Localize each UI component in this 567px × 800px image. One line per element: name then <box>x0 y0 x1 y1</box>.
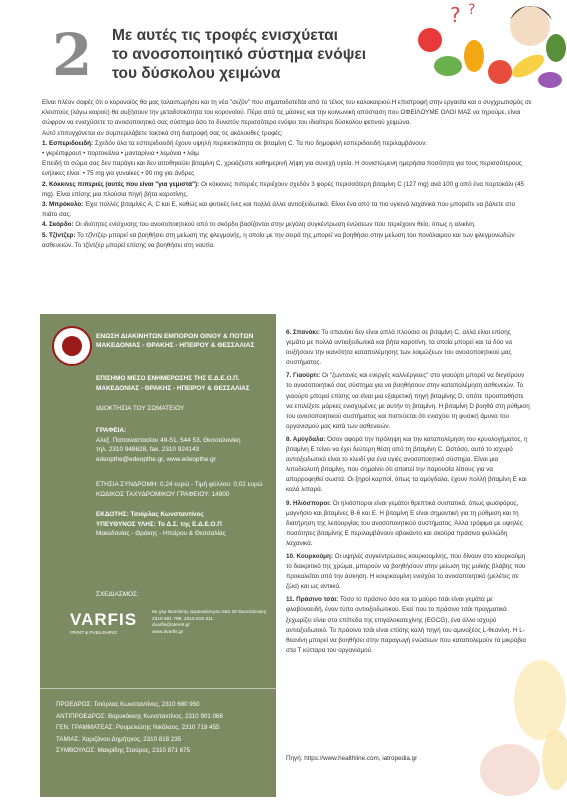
item-ginger-body: Το τζίντζερ μπορεί να βοηθήσει στη μείωση της φλεγμονής, η οποία με την σειρά της μπορεί να βοηθήσει στην μείωση του πονόλαιμου και των φλεγμονωδών ασθενειών. Το τζίντζερ μπορεί επίσης να βοηθήσει στη ναυτία. <box>42 231 515 249</box>
page-number: 2 <box>52 21 93 89</box>
item-broccoli-body: Έχει πολλές βιταμίνες A, C και E, καθώς και φυτικές ίνες και πολλά άλλα αντιοξειδωτικά. Είναι ένα από τα πιο υγιεινά λαχανικά που μπορείτε να βάλετε στο πιάτο σας. <box>42 201 516 219</box>
intro-paragraph-2: Αυτό επιτυγχάνεται αν συμπεριλάβετε τακτικά στη διατροφή σας τις ακόλουθες τροφές: <box>42 129 283 137</box>
item-green-tea-head: 11. Πράσινο τσάι: <box>286 596 339 604</box>
intro-text <box>42 98 532 251</box>
item-citrus <box>42 139 532 149</box>
item-citrus-head: 1. Εσπεριδοειδή: <box>42 139 94 147</box>
title-line-2: το ανοσοποιητικό σύστημα ενόψει <box>112 46 367 63</box>
hero-header <box>0 0 567 100</box>
ownership: ΙΔΙΟΚΤΗΣΙΑ ΤΟΥ ΣΩΜΑΤΕΙΟΥ <box>96 405 185 412</box>
item-turmeric <box>286 552 530 592</box>
subscription: ΕΤΗΣΙΑ ΣΥΝΔΡΟΜΗ: 0,24 ευρώ - Τιμή φύλλου: 0,02 ευρώ <box>96 481 263 488</box>
union-name: ΕΝΩΣΗ ΔΙΑΚΙΝΗΤΩΝ ΕΜΠΟΡΩΝ ΟΙΝΟΥ & ΠΟΤΩΝ ΜΑΚΕΔΟΝΙΑΣ - ΘΡΑΚΗΣ - ΗΠΕΙΡΟΥ & ΘΕΣΣΑΛΙΑΣ <box>96 333 255 349</box>
fruit-veg-illustration <box>410 0 567 96</box>
postal-code: ΚΩΔΙΚΟΣ ΤΑΧΥΔΡΟΜΙΚΟΥ ΓΡΑΦΕΙΟΥ: 14900 <box>96 490 230 498</box>
title-line-3: του δύσκολου χειμώνα <box>112 65 281 82</box>
offices-heading: ΓΡΑΦΕΙΑ: <box>96 427 127 434</box>
official-media: ΕΠΙΣΗΜΟ ΜΕΣΟ ΕΝΗΜΕΡΩΣΗΣ ΤΗΣ Ε.Δ.Ε.Ο.Π. ΜΑΚΕΔΟΝΙΑΣ - ΘΡΑΚΗΣ - ΗΠΕΙΡΟΥ & ΘΕΣΣΑΛΙΑΣ <box>96 375 250 392</box>
region: Μακεδονίας - Θράκης - Ηπείρου & Θεσσαλίας <box>96 530 226 538</box>
design-heading: ΣΧΕΔΙΑΣΜΟΣ: <box>96 591 139 598</box>
item-almonds <box>286 435 530 496</box>
item-broccoli <box>42 200 532 220</box>
varfis-tagline: PRINT & PUBLISHING <box>70 630 118 635</box>
offices-web: edeopthe@edeopthe.gr, www.edeopthe.gr <box>96 455 216 463</box>
varfis-website: www.dvarfis.gr <box>152 629 184 635</box>
offices-phone: τηλ. 2310 948628, fax. 2310 924143 <box>96 446 200 454</box>
board-president: ΠΡΟΕΔΡΟΣ: Τσιόρλας Κωνσταντίνος, 2310 680 950 <box>56 701 200 708</box>
publisher: ΕΚΔΟΤΗΣ: Τσιόρλας Κωνσταντίνος <box>96 511 204 518</box>
item-garlic-head: 4. Σκόρδο: <box>42 221 74 229</box>
item-sunflower-body: Οι ηλιόσποροι είναι γεμάτοι θρεπτικά συστατικά, όπως φωσφόρος, μαγνήσιο και βιταμίνες B-6 και E. Η βιταμίνη E είναι σημαντική για τη ρύθμιση και τη διατήρηση της λειτουργίας του ανοσοποιητικού συστήματος. Άλλα τρόφιμα με υψηλές ποσότητες βιταμίνης E περιλαμβάνουν αβοκάντο και σκούρα πράσινα φυλλώδη λαχανικά. <box>286 499 523 547</box>
item-almonds-head: 8. Αμύγδαλα: <box>286 435 326 443</box>
item-almonds-body: Όσον αφορά την πρόληψη και την καταπολέμηση του κρυολογήματος, η βιταμίνη E τείνει να έχει δεύτερη θέση από τη βιταμίνη C. Ωστόσο, αυτό το ισχυρό αντιοξειδωτικό είναι το κλειδί για ένα υγιές ανοσοποιητικό σύστημα. Είναι μια λιποδιαλυτή βιταμίνη, που σημαίνει ότι απαιτεί την παρουσία λίπους για να απορροφηθεί σωστά. Οι ξηροί καρποί, όπως τα αμύγδαλα, έχουν πολλή βιταμίνη E και καλά λιπαρά. <box>286 435 528 494</box>
item-peppers <box>42 180 532 200</box>
item-spinach-head: 6. Σπανάκι: <box>286 329 320 336</box>
varfis-phone: 2310 681 799, 2310 618 311 <box>152 616 213 622</box>
item-green-tea-body: Τόσο το πράσινο όσο και το μαύρο τσάι είναι γεμάτα με φλαβονοειδή, έναν τύπο αντιοξειδωτικού. Εκεί που το πράσινο τσάι πραγματικά ξεχωρίζει είναι στα επίπεδα της επιγαλοκατεχίνης (EGCG), ένα άλλο ισχυρό αντιοξειδωτικό. Το πράσινο τσάι είναι επίσης καλή πηγή του αμινοξέος L-θεανίνη. Η L-θεανίνη μπορεί να βοηθήσει στην παραγωγή ενώσεων που καταπολεμούν τα μικρόβια στα Τ κύτταρα του οργανισμού. <box>286 596 527 654</box>
board-advisor: ΣΥΜΒΟΥΛΟΣ: Μακρίδης Σταύρος, 2310 871 675 <box>56 747 190 754</box>
svg-text:?: ? <box>450 3 461 27</box>
item-turmeric-body: Οι υψηλές συγκεντρώσεις κουρκουμίνης, που δίνουν στο κουρκούμη το διακριτικό της χρώμα, μπορούν να βοηθήσουν στην μείωση της μυϊκής βλάβης που προκαλείται από την άσκηση. Η κουρκουμίνη ενισχύει το ανοσοποιητικό (μελέτες σε ζώα) και ως αντιικό. <box>286 552 526 591</box>
board-block <box>40 688 276 798</box>
vegetable-decoration <box>470 640 567 800</box>
item-spinach-body: Το σπανάκι δεν είναι απλά πλούσιο σε βιταμίνη C, αλλά είναι επίσης γεμάτο με πολλά αντιοξειδωτικά και βήτα καροτίνη, τα οποία μπορεί και τα δύο να αυξήσουν την ικανότητα καταπολέμησης των λοιμώξεων του ανοσοποιητικού μας συστήματος. <box>286 329 512 367</box>
item-yogurt-body: Οι "ζωντανές και ενεργές καλλιέργειες" στο γιαούρτι μπορεί να διεγείρουν το ανοσοποιητικό σας σύστημα για να βοηθήσουν στην καταπολέμηση ασθενειών. Το γιαούρτι μπορεί επίσης να είναι μια εξαιρετική πηγή βιταμίνης D, οπότε προσπαθήστε να επιλέξετε μάρκες ενισχυμένες με αυτήν τη βιταμίνη. Η βιταμίνη D βοηθά στη ρύθμιση του ανοσοποιητικού συστήματος και πιστεύεται ότι ενισχύει τη φυσική άμυνα του οργανισμού μας κατά των ασθενειών. <box>286 372 530 430</box>
item-garlic <box>42 220 532 230</box>
subscription-block <box>96 480 272 499</box>
board-list <box>56 699 223 757</box>
item-citrus-list: • γκρέιπφρουτ • πορτοκάλια • μανταρίνια • λεμόνια • λάιμ <box>42 150 199 158</box>
item-broccoli-head: 3. Μπρόκολο: <box>42 201 84 209</box>
varfis-address: 6ο χλμ Θεσ/νίκης Ωραιοκάστρου 564 29 Θεσσαλονίκη <box>152 610 267 615</box>
item-ginger <box>42 231 532 251</box>
item-yogurt <box>286 371 530 432</box>
intro-paragraph-1: Είναι πλέον σαφές ότι ο κορονοϊός θα μας ταλαιπωρήσει και τη νέα "σεζόν" που σηματοδοτείται από το τέλος του καλοκαιριού.Η επιστροφή στην εργασία και ο συγχρωτισμός σε κλειστούς (λόγω καιρού) θα αυξήσουν την μεταδοτικότητα του κορονοϊού. Πέρα από τις μάσκες και την κοινωνική απόσταση που ΟΦΕΙΛΟΥΜΕ ΟΛΟΙ ΜΑΣ να τηρούμε, είναι σώφρον να ενισχύσετε το ανοσοποιητικό σας σύστημα όσο το δυνατόν περισσότερο ενόψει του ιδιαίτερα δύσκολου φετινού χειμώνα. <box>42 99 532 127</box>
article-title <box>112 26 367 83</box>
right-column <box>286 328 530 659</box>
item-yogurt-head: 7. Γιαούρτι: <box>286 372 321 380</box>
item-green-tea <box>286 595 530 656</box>
item-peppers-body: Οι κόκκινες πιπεριές περιέχουν σχεδόν 3 φορές περισσότερη βιταμίνη C (127 mg) ανά 100 g από ένα πορτοκάλι (45 mg). Είναι επίσης μια πλούσια πηγή βήτα καροτίνης. <box>42 180 525 198</box>
item-sunflower-seeds <box>286 499 530 549</box>
varfis-contact <box>152 610 272 636</box>
svg-text:?: ? <box>468 2 476 18</box>
source-note: Πηγή: https://www.healthline.com, iatropedia.gr <box>286 755 418 762</box>
board-vice-president: ΑΝΤΙΠΡΟΕΔΡΟΣ: Βαρυκόκκης Κωνσταντίνος, 2310 901 068 <box>56 712 223 720</box>
item-ginger-head: 5. Τζίντζερ: <box>42 231 76 239</box>
board-secretary: ΓΕΝ. ΓΡΑΜΜΑΤΕΑΣ: Ρουμελιώτης Νικόλαος, 2310 719 455 <box>56 724 220 731</box>
board-treasurer: ΤΑΜΙΑΣ: Χαριζάνου Δημήτριος, 2310 818 235 <box>56 735 182 743</box>
item-spinach <box>286 328 530 368</box>
varfis-name: VARFIS <box>70 610 138 629</box>
item-turmeric-head: 10. Κουρκούμη: <box>286 552 333 560</box>
union-logo <box>52 326 92 366</box>
offices-address: Αλεξ. Παπαναστασίου 49-51, 544 53, Θεσσαλονίκη <box>96 436 241 444</box>
item-sunflower-head: 9. Ηλιόσποροι: <box>286 499 332 507</box>
item-peppers-head: 2. Κόκκινες πιπεριές (αυτές που είναι "για γεμιστά"): <box>42 180 200 188</box>
item-citrus-more: Επειδή το σώμα σας δεν παράγει και δεν αποθηκεύει βιταμίνη C, χρειάζεστε καθημερινή λήψη για συνεχή υγεία. Η συνιστώμενη ημερήσια ποσότητα για τους περισσότερους ενήλικες είναι: • 75 mg για γυναίκες • 90 mg για άνδρες <box>42 160 522 178</box>
masthead-box <box>40 314 276 797</box>
title-line-1: Με αυτές τις τροφές ενισχύεται <box>112 27 338 44</box>
varfis-logo <box>70 610 160 660</box>
offices-block <box>96 426 272 464</box>
item-citrus-body: Σχεδόν όλα τα εσπεριδοειδή έχουν υψηλή περιεκτικότητα σε βιταμίνη C. Τα πιο δημοφιλή εσπεριδοειδή περιλαμβάνουν: <box>93 139 428 147</box>
item-garlic-body: Οι ιδιότητες ενίσχυσης του ανοσοποιητικού από το σκόρδο βασίζονται στην μεγάλη συγκέντρωση ενώσεων που περιέχουν θείο, όπως η αλικίνη. <box>73 221 476 229</box>
varfis-email: dvarfis@otenet.gr <box>152 623 190 629</box>
publisher-block <box>96 510 272 539</box>
material-responsible: ΥΠΕΥΘΥΝΟΣ ΥΛΗΣ: Το Δ.Σ. της Ε.Δ.Ε.Ο.Π <box>96 520 222 528</box>
